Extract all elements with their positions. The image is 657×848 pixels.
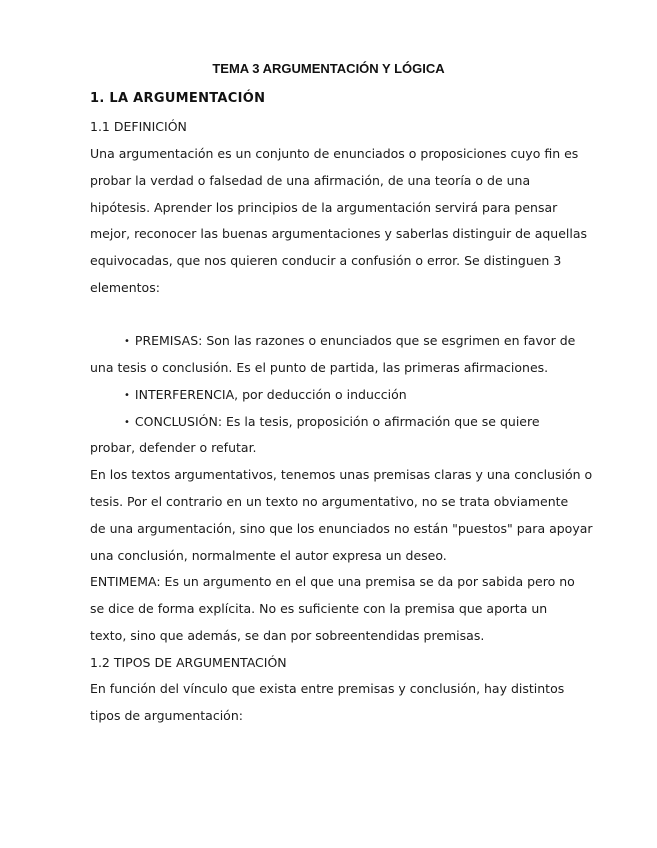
- paragraph-line: mejor, reconocer las buenas argumentaciones y saberlas distinguir de aquellas: [90, 226, 588, 241]
- bullet-text: INTERFERENCIA, por deducción o inducción: [134, 387, 407, 402]
- bullet-icon: •: [124, 417, 130, 428]
- paragraph-line: probar la verdad o falsedad de una afirmación, de una teoría o de una: [90, 173, 531, 188]
- paragraph-line: se dice de forma explícita. No es suficiente con la premisa que aporta un: [90, 601, 548, 616]
- bullet-text: PREMISAS: Son las razones o enunciados que se esgrimen en favor de: [134, 333, 576, 348]
- paragraph-line: una conclusión, normalmente el autor expresa un deseo.: [90, 548, 447, 563]
- paragraph-line: En función del vínculo que exista entre premisas y conclusión, hay distintos: [90, 681, 565, 696]
- paragraph-line: Una argumentación es un conjunto de enunciados o proposiciones cuyo fin es: [90, 146, 579, 161]
- section-heading: 1. LA ARGUMENTACIÓN: [90, 91, 266, 106]
- paragraph-line: equivocadas, que nos quieren conducir a confusión o error. Se distinguen 3: [90, 253, 562, 268]
- bullet-continuation: una tesis o conclusión. Es el punto de partida, las primeras afirmaciones.: [90, 360, 549, 375]
- paragraph-line: elementos:: [90, 280, 160, 295]
- bullet-continuation: probar, defender o refutar.: [90, 440, 257, 455]
- paragraph-line: ENTIMEMA: Es un argumento en el que una premisa se da por sabida pero no: [90, 574, 575, 589]
- paragraph-line: de una argumentación, sino que los enunciados no están "puestos" para apoyar: [90, 521, 593, 536]
- bullet-icon: •: [124, 336, 130, 347]
- bullet-item-conclusion: [124, 414, 540, 429]
- paragraph-line: tesis. Por el contrario en un texto no argumentativo, no se trata obviamente: [90, 494, 569, 509]
- subsection-heading: 1.1 DEFINICIÓN: [90, 119, 187, 134]
- paragraph-line: texto, sino que además, se dan por sobreentendidas premisas.: [90, 628, 485, 643]
- paragraph-line: En los textos argumentativos, tenemos unas premisas claras y una conclusión o: [90, 467, 593, 482]
- bullet-item-premisas: [124, 333, 575, 348]
- document-title: TEMA 3 ARGUMENTACIÓN Y LÓGICA: [212, 61, 445, 76]
- bullet-item-interferencia: [124, 387, 407, 402]
- bullet-icon: •: [124, 390, 130, 401]
- subsection-heading: 1.2 TIPOS DE ARGUMENTACIÓN: [90, 655, 287, 670]
- paragraph-line: hipótesis. Aprender los principios de la argumentación servirá para pensar: [90, 200, 558, 215]
- bullet-text: CONCLUSIÓN: Es la tesis, proposición o afirmación que se quiere: [134, 414, 540, 429]
- paragraph-line: tipos de argumentación:: [90, 708, 243, 723]
